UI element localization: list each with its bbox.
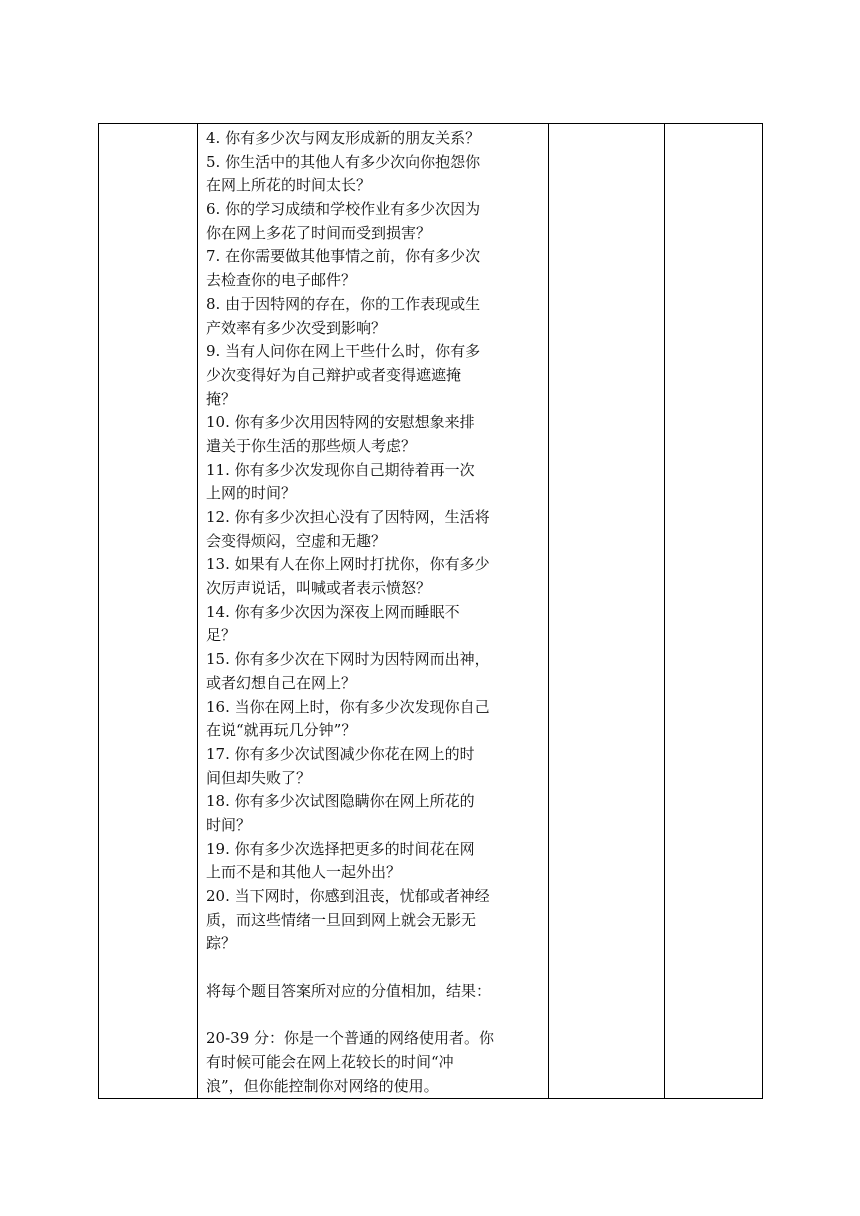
survey-table xyxy=(98,123,763,1099)
question-item xyxy=(206,696,540,743)
question-line: 掩？ xyxy=(206,389,237,408)
question-line: 7. 在你需要做其他事情之前，你有多少次 xyxy=(206,247,481,266)
question-line: 次厉声说话，叫喊或者表示愤怒？ xyxy=(206,579,432,598)
question-line: 在说“就再玩几分钟”？ xyxy=(206,721,357,740)
question-line: 8. 由于因特网的存在，你的工作表现或生 xyxy=(206,294,481,313)
question-item xyxy=(206,127,540,151)
question-line: 17. 你有多少次试图减少你花在网上的时 xyxy=(206,744,475,763)
question-item xyxy=(206,648,540,695)
question-line: 4. 你有多少次与网友形成新的朋友关系？ xyxy=(206,129,481,147)
question-line: 14. 你有多少次因为深夜上网而睡眠不 xyxy=(206,602,460,621)
question-line: 10. 你有多少次用因特网的安慰想象来排 xyxy=(206,413,475,432)
question-line: 13. 如果有人在你上网时打扰你，你有多少 xyxy=(206,555,490,574)
question-line: 间但却失败了？ xyxy=(206,768,312,787)
question-line: 去检查你的电子邮件？ xyxy=(206,271,357,290)
question-line: 5. 你生活中的其他人有多少次向你抱怨你 xyxy=(206,152,481,171)
question-line: 18. 你有多少次试图隐瞒你在网上所花的 xyxy=(206,792,475,811)
empty-cell-right xyxy=(665,124,763,1099)
question-item xyxy=(206,885,540,956)
empty-cell-middle xyxy=(549,124,665,1099)
question-line: 足？ xyxy=(206,626,237,645)
question-list xyxy=(206,127,540,956)
question-line: 时间？ xyxy=(206,815,252,834)
question-line: 或者幻想自己在网上？ xyxy=(206,673,357,692)
question-line: 9. 当有人问你在网上干些什么时，你有多 xyxy=(206,342,481,361)
question-item xyxy=(206,151,540,198)
question-line: 11. 你有多少次发现你自己期待着再一次 xyxy=(206,460,475,479)
question-line: 遣关于你生活的那些烦人考虑？ xyxy=(206,436,417,455)
question-item xyxy=(206,459,540,506)
result-line: 20-39 分：你是一个普通的网络使用者。你 xyxy=(206,1029,495,1048)
question-line: 19. 你有多少次选择把更多的时间花在网 xyxy=(206,839,475,858)
question-line: 12. 你有多少次担心没有了因特网，生活将 xyxy=(206,508,490,526)
question-item xyxy=(206,743,540,790)
question-line: 在网上所花的时间太长？ xyxy=(206,176,372,195)
question-line: 上而不是和其他人一起外出？ xyxy=(206,863,402,882)
scoring-instruction: 将每个题目答案所对应的分值相加，结果： xyxy=(206,981,492,1000)
question-item xyxy=(206,553,540,600)
question-item xyxy=(206,245,540,292)
table-row xyxy=(99,124,763,1099)
result-line: 有时候可能会在网上花较长的时间“冲 xyxy=(206,1052,454,1071)
question-line: 上网的时间？ xyxy=(206,484,297,503)
question-line: 质，而这些情绪一旦回到网上就会无影无 xyxy=(206,910,477,929)
questionnaire-cell xyxy=(198,124,549,1099)
empty-cell-left xyxy=(99,124,198,1099)
question-line: 产效率有多少次受到影响？ xyxy=(206,318,387,337)
question-line: 20. 当下网时，你感到沮丧，忧郁或者神经 xyxy=(206,887,490,905)
question-line: 6. 你的学习成绩和学校作业有多少次因为 xyxy=(206,200,481,219)
question-line: 少次变得好为自己辩护或者变得遮遮掩 xyxy=(206,365,462,384)
question-item xyxy=(206,506,540,553)
question-item xyxy=(206,838,540,885)
question-line: 16. 当你在网上时，你有多少次发现你自己 xyxy=(206,697,490,716)
question-item xyxy=(206,601,540,648)
question-item xyxy=(206,790,540,837)
question-line: 踪？ xyxy=(206,934,237,953)
question-line: 会变得烦闷，空虚和无趣？ xyxy=(206,531,387,550)
result-line: 浪”，但你能控制你对网络的使用。 xyxy=(206,1076,439,1095)
question-line: 你在网上多花了时间而受到损害？ xyxy=(206,223,432,242)
spacer xyxy=(206,1003,540,1027)
question-item xyxy=(206,411,540,458)
question-line: 15. 你有多少次在下网时为因特网而出神， xyxy=(206,650,490,669)
question-item xyxy=(206,293,540,340)
spacer xyxy=(206,956,540,980)
question-item xyxy=(206,198,540,245)
question-item xyxy=(206,340,540,411)
